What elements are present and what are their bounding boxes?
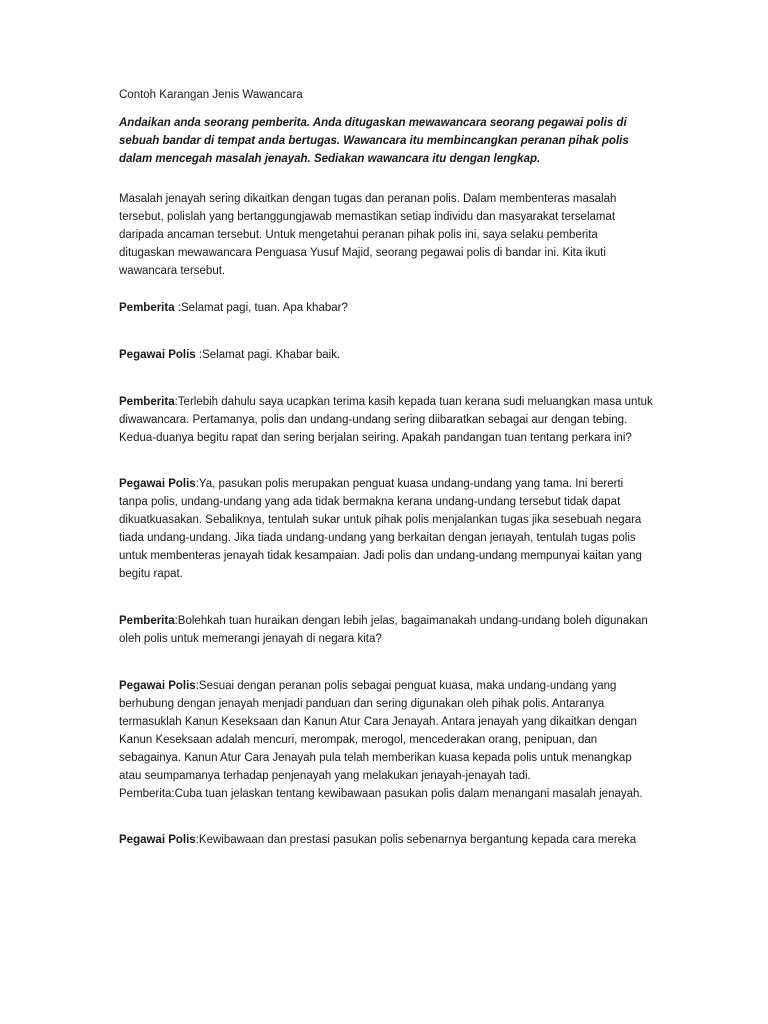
dialogue-text: :Sesuai dengan peranan polis sebagai penguat kuasa, maka undang-undang yang berhubung dengan jenayah menjadi panduan dan sering digunakan oleh pihak polis. Antaranya termasuklah Kanun Keseksaan dan Kanun Atur Cara Jenayah. Antara jenayah yang dikaitkan dengan Kanun Keseksaan adalah mencuri, merompak, merogol, mencederakan orang, penipuan, dan sebagainya. Kanun Atur Cara Jenayah pula telah memberikan kuasa kepada polis untuk menangkap atau seumpamanya terhadap penjenayah yang melakukan jenayah-jenayah tadi.	[119, 680, 637, 782]
speaker-label: Pegawai Polis	[119, 478, 196, 490]
dialogue-turn	[119, 299, 655, 317]
dialogue-text: :Kewibawaan dan prestasi pasukan polis sebenarnya bergantung kepada cara mereka	[195, 834, 637, 846]
dialogue-text: :Bolehkah tuan huraikan dengan lebih jelas, bagaimanakah undang-undang boleh digunakan oleh polis untuk memerangi jenayah di negara kita?	[119, 615, 648, 645]
speaker-label: Pemberita	[119, 396, 175, 408]
dialogue-turn	[119, 785, 655, 803]
dialogue-text: :Terlebih dahulu saya ucapkan terima kasih kepada tuan kerana sudi meluangkan masa untuk diwawancara. Pertamanya, polis dan undang-undang sering diibaratkan sebagai aur dengan tebing. Kedua-duanya begitu rapat dan sering berjalan seiring. Apakah pandangan tuan tentang perkara ini?	[119, 396, 653, 444]
document-title: Contoh Karangan Jenis Wawancara	[119, 89, 303, 101]
speaker-label: Pegawai Polis	[119, 349, 196, 361]
speaker-label: Pegawai Polis	[119, 834, 196, 846]
document-page	[119, 86, 655, 849]
dialogue-turn	[119, 831, 655, 849]
dialogue-text: :Ya, pasukan polis merupakan penguat kuasa undang-undang yang tama. Ini bererti tanpa polis, undang-undang yang ada tidak bermakna kerana undang-undang tersebut tidak dapat dikuatkuasakan. Sebaliknya, tentulah sukar untuk pihak polis menjalankan tugas jika sesebuah negara tiada undang-undang. Jika tiada undang-undang yang berkaitan dengan jenayah, tentulah tugas polis untuk membenteras jenayah tidak kesampaian. Jadi polis dan undang-undang mempunyai kaitan yang begitu rapat.	[119, 478, 642, 580]
dialogue-turn	[119, 393, 655, 447]
task-instructions: Andaikan anda seorang pemberita. Anda ditugaskan mewawancara seorang pegawai polis di sebuah bandar di tempat anda bertugas. Wawancara itu membincangkan peranan pihak polis dalam mencegah masalah jenayah. Sediakan wawancara itu dengan lengkap.	[119, 117, 629, 165]
dialogue-turn	[119, 475, 655, 583]
speaker-label: Pemberita	[119, 788, 172, 800]
dialogue-text: :Selamat pagi. Khabar baik.	[195, 349, 341, 361]
speaker-label: Pemberita	[119, 302, 175, 314]
dialogue-text: :Cuba tuan jelaskan tentang kewibawaan pasukan polis dalam menangani masalah jenayah.	[171, 788, 643, 800]
speaker-label: Pegawai Polis	[119, 680, 196, 692]
dialogue-turn	[119, 346, 655, 364]
dialogue-turn	[119, 677, 655, 785]
intro-paragraph: Masalah jenayah sering dikaitkan dengan tugas dan peranan polis. Dalam membenteras masalah tersebut, polislah yang bertanggungjawab memastikan setiap individu dan masyarakat terselamat daripada ancaman tersebut. Untuk mengetahui peranan pihak polis ini, saya selaku pemberita ditugaskan mewawancara Penguasa Yusuf Majid, seorang pegawai polis di bandar ini. Kita ikuti wawancara tersebut.	[119, 193, 617, 277]
dialogue-turn	[119, 612, 655, 648]
dialogue-text: :Selamat pagi, tuan. Apa khabar?	[174, 302, 348, 314]
speaker-label: Pemberita	[119, 615, 175, 627]
